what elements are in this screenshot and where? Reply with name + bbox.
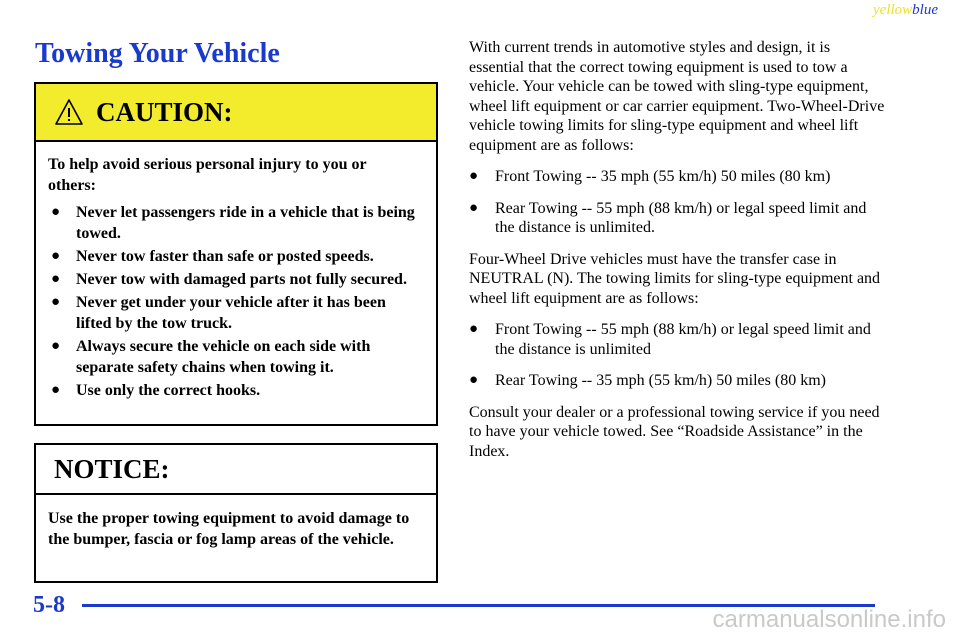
paragraph-four-wheel: Four-Wheel Drive vehicles must have the transfer case in NEUTRAL (N). The towing limits for sling-type equipment and wheel lift equipment are as follows: [469, 250, 881, 307]
caution-item [48, 202, 418, 244]
four-wheel-limits-list [469, 320, 889, 391]
notice-heading: NOTICE: [54, 453, 170, 484]
bullet-icon: ● [469, 321, 479, 337]
caution-item-text: Never tow with damaged parts not fully secured. [76, 271, 407, 288]
bullet-icon: ● [51, 382, 61, 398]
page-title: Towing Your Vehicle [35, 38, 280, 69]
caution-item [48, 380, 418, 401]
caution-list [48, 202, 418, 401]
bullet-icon: ● [469, 372, 479, 388]
color-marker-yellow: yellow [873, 2, 913, 18]
notice-box [34, 443, 438, 583]
list-item-text: Rear Towing -- 55 mph (88 km/h) or legal speed limit and the distance is unlimited. [495, 199, 867, 236]
caution-intro: To help avoid serious personal injury to you or others: [48, 156, 367, 194]
list-item [469, 167, 889, 187]
list-item-text: Front Towing -- 35 mph (55 km/h) 50 miles (80 km) [495, 168, 831, 185]
caution-item-text: Never let passengers ride in a vehicle that is being towed. [76, 204, 415, 242]
list-item [469, 199, 889, 238]
caution-item [48, 292, 418, 334]
caution-header [36, 84, 436, 142]
bullet-icon: ● [51, 204, 61, 220]
bullet-icon: ● [51, 248, 61, 264]
caution-item-text: Use only the correct hooks. [76, 382, 261, 399]
caution-item [48, 336, 418, 378]
caution-item-text: Always secure the vehicle on each side with separate safety chains when towing it. [76, 338, 371, 376]
notice-body [36, 495, 436, 550]
caution-item-text: Never get under your vehicle after it has been lifted by the tow truck. [76, 294, 386, 332]
bullet-icon: ● [51, 271, 61, 287]
caution-body [36, 142, 436, 401]
notice-header [36, 445, 436, 495]
list-item-text: Front Towing -- 55 mph (88 km/h) or legal speed limit and the distance is unlimited [495, 321, 871, 358]
caution-item [48, 269, 418, 290]
paragraph-consult: Consult your dealer or a professional towing service if you need to have your vehicle towed. See “Roadside Assistance” in the Index. [469, 403, 880, 460]
paragraph-two-wheel: With current trends in automotive styles and design, it is essential that the correct towing equipment is used to tow a vehicle. Your vehicle can be towed with sling-type equipment, wheel lift equipment or car carrier equipment. Two-Wheel-Drive vehicle towing limits for sling-type equipment and wheel lift equipment are as follows: [469, 39, 885, 154]
caution-item-text: Never tow faster than safe or posted speeds. [76, 248, 374, 265]
notice-text: Use the proper towing equipment to avoid damage to the bumper, fascia or fog lamp areas of the vehicle. [48, 510, 410, 548]
right-column [469, 38, 889, 473]
list-item [469, 320, 889, 359]
watermark: carmanualsonline.info [712, 606, 946, 633]
page-number: 5-8 [33, 592, 65, 618]
bullet-icon: ● [469, 168, 479, 184]
bullet-icon: ● [51, 338, 61, 354]
color-marker-blue: blue [912, 2, 938, 18]
warning-triangle-icon [54, 97, 84, 127]
bullet-icon: ● [469, 199, 479, 216]
two-wheel-limits-list [469, 167, 889, 238]
caution-heading: CAUTION: [96, 96, 233, 127]
list-item-text: Rear Towing -- 35 mph (55 km/h) 50 miles (80 km) [495, 372, 826, 389]
caution-box [34, 82, 438, 426]
color-marker [873, 2, 938, 19]
list-item [469, 371, 889, 391]
caution-item [48, 246, 418, 267]
bullet-icon: ● [51, 294, 61, 310]
